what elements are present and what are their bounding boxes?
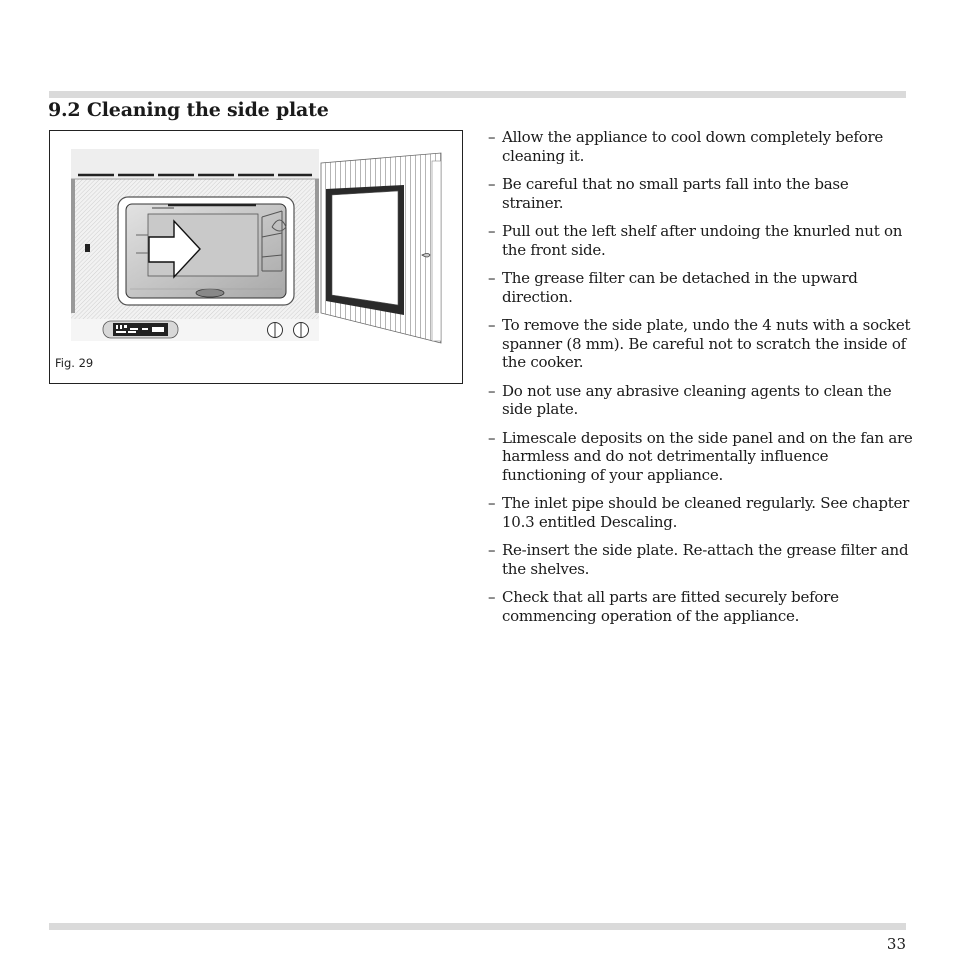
instruction-text: Allow the appliance to cool down completely before cleaning it.: [502, 128, 884, 165]
instruction-text: Limescale deposits on the side panel and on the fan are harmless and do not detrimentally influence functioning of your appliance.: [502, 428, 913, 484]
oven-door: [321, 153, 441, 343]
header-rule: [49, 91, 906, 98]
oven-cavity: [118, 197, 294, 305]
instruction-item: – Re-insert the side plate. Re-attach the grease filter and the shelves.: [488, 541, 909, 578]
instruction-text: Be careful that no small parts fall into the base strainer.: [502, 175, 849, 212]
figure-29: [49, 130, 463, 384]
instruction-item: – The grease filter can be detached in the upward direction.: [488, 269, 858, 306]
instruction-item: – The inlet pipe should be cleaned regularly. See chapter 10.3 entitled Descaling.: [488, 494, 910, 531]
instruction-item: – Be careful that no small parts fall into the base strainer.: [488, 175, 849, 212]
instruction-text: Check that all parts are fitted securely before commencing operation of the appliance.: [502, 588, 839, 625]
page-number: 33: [886, 935, 906, 953]
instruction-item: – Do not use any abrasive cleaning agents to clean the side plate.: [488, 381, 892, 418]
instruction-list: [488, 128, 913, 635]
footer-rule: [49, 923, 906, 930]
instruction-text: Do not use any abrasive cleaning agents to clean the side plate.: [502, 381, 892, 418]
instruction-text: Pull out the left shelf after undoing the knurled nut on the front side.: [502, 222, 903, 259]
instruction-item: – To remove the side plate, undo the 4 nuts with a socket spanner (8 mm). Be careful not to scratch the inside of the cooker.: [488, 316, 911, 371]
section-heading: 9.2 Cleaning the side plate: [48, 99, 329, 121]
instruction-item: – Allow the appliance to cool down completely before cleaning it.: [488, 128, 884, 165]
instruction-text: Re-insert the side plate. Re-attach the grease filter and the shelves.: [502, 541, 909, 578]
figure-caption: Fig. 29: [55, 356, 94, 370]
instruction-text: To remove the side plate, undo the 4 nuts with a socket spanner (8 mm). Be careful not to scratch the inside of the cooker.: [502, 316, 911, 371]
instruction-item: – Limescale deposits on the side panel and on the fan are harmless and do not detrimentally influence functioning of your appliance.: [488, 428, 913, 484]
control-panel: [71, 319, 319, 341]
instruction-text: The grease filter can be detached in the upward direction.: [502, 269, 858, 306]
instruction-item: – Pull out the left shelf after undoing the knurled nut on the front side.: [488, 222, 903, 259]
instruction-text: The inlet pipe should be cleaned regularly. See chapter 10.3 entitled Descaling.: [502, 494, 910, 531]
instruction-item: – Check that all parts are fitted securely before commencing operation of the appliance.: [488, 588, 839, 625]
oven-illustration: [50, 131, 464, 385]
